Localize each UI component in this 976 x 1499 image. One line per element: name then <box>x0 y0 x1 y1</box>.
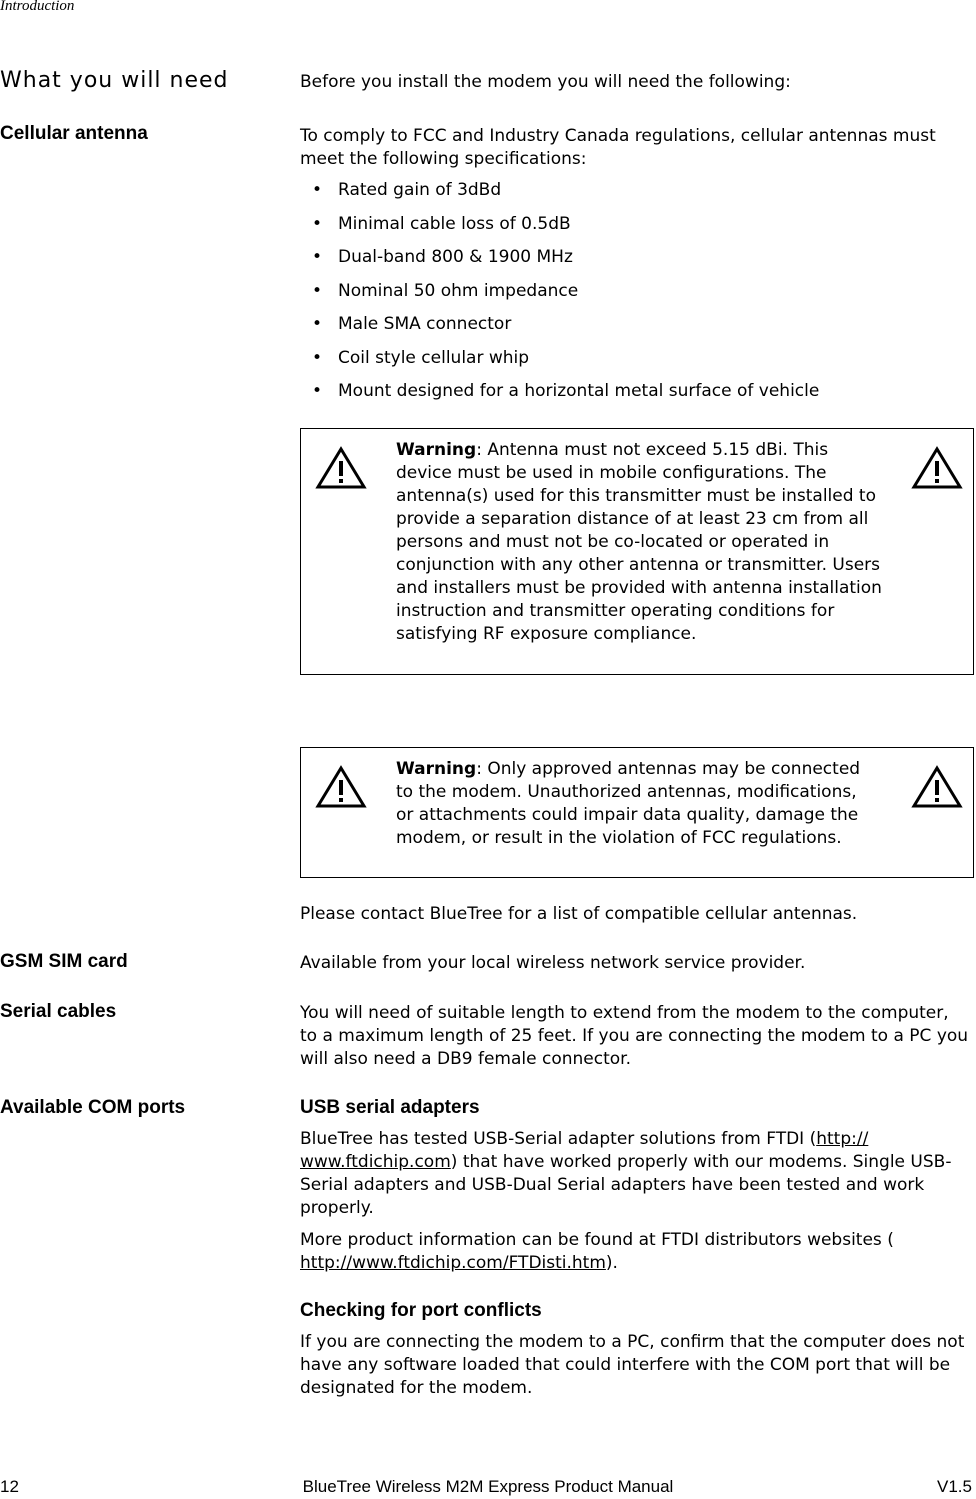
list-item: • Coil style cellular whip <box>312 347 530 368</box>
usb-adapters-text: BlueTree has tested USB-Serial adapter solutions from FTDI (http:// www.ftdichip.com) that have worked properly with our modems. Single USB-Serial adapters and USB-Dual Serial adapters have been tested and work properly. <box>300 1129 952 1218</box>
bullet-icon: • <box>312 247 323 267</box>
usb-adapters-heading: USB serial adapters <box>300 1097 480 1118</box>
warning-text: Warning: Antenna must not exceed 5.15 dBi. This device must be used in mobile configurations. The antenna(s) used for this transmitter must be installed to provide a separation distance of at least 23 cm from all persons and must not be co-located or operated in conjunction with any other antenna or transmitter. Users and installers must be provided with antenna installation instruction and transmitter operating conditions for satisfying RF exposure compliance. <box>396 440 882 644</box>
available-com-ports-label: Available COM ports <box>0 1097 186 1118</box>
warning-box-emission <box>300 428 974 675</box>
list-item: • Dual-band 800 & 1900 MHz <box>312 247 573 267</box>
warning-triangle-icon <box>911 446 963 490</box>
port-conflicts-text: If you are connecting the modem to a PC, confirm that the computer does not have any software loaded that could interfere with the COM port that will be designated for the modem. <box>300 1332 965 1398</box>
running-head: Introduction <box>0 0 75 14</box>
footer-title: BlueTree Wireless M2M Express Product Manual <box>302 1477 674 1496</box>
page-number: 12 <box>0 1477 19 1496</box>
warning-label: Warning <box>396 759 477 779</box>
warning-label: Warning <box>396 440 477 460</box>
sim-text: Available from your local wireless network service provider. <box>300 953 806 973</box>
list-item: • Mount designed for a horizontal metal surface of vehicle <box>312 381 820 401</box>
serial-cables-label: Serial cables <box>0 1001 117 1022</box>
warning-text: Warning: Only approved antennas may be connected to the modem. Unauthorized antennas, modifications, or attachments could impair data quality, damage the modem, or result in the violation of FCC regulations. <box>396 759 861 848</box>
list-item: • Minimal cable loss of 0.5dB <box>312 213 571 234</box>
bullet-icon: • <box>312 381 323 401</box>
list-item: • Male SMA connector <box>312 314 512 334</box>
warning-box-approved-antennas <box>300 747 974 878</box>
port-conflicts-heading: Checking for port conflicts <box>300 1300 542 1321</box>
bullet-icon: • <box>312 347 323 368</box>
bullet-icon: • <box>312 213 323 234</box>
bullet-icon: • <box>312 280 323 301</box>
gsm-sim-card-label: GSM SIM card <box>0 951 128 972</box>
antenna-contact-text: Please contact BlueTree for a list of compatible cellular antennas. <box>300 904 858 924</box>
serial-text: You will need of suitable length to extend from the modem to the computer, to a maximum length of 25 feet. If you are connecting the modem to a PC you will also need a DB9 female connector. <box>300 1003 969 1069</box>
bullet-icon: • <box>312 314 323 334</box>
bullet-icon: • <box>312 180 323 200</box>
warning-triangle-icon <box>911 765 963 809</box>
list-item: • Rated gain of 3dBd <box>312 180 502 200</box>
footer-version: V1.5 <box>937 1477 972 1496</box>
antenna-intro-text: To comply to FCC and Industry Canada regulations, cellular antennas must meet the following specifications: <box>300 126 936 169</box>
list-item: • Nominal 50 ohm impedance <box>312 280 579 301</box>
warning-triangle-icon <box>315 446 367 490</box>
cellular-antenna-label: Cellular antenna <box>0 123 148 144</box>
warning-triangle-icon <box>315 765 367 809</box>
ftdi-distributors-link[interactable]: http://www.ftdichip.com/FTDisti.htm <box>300 1253 606 1273</box>
ftdi-distributors-text: More product information can be found at FTDI distributors websites ( http://www.ftdichip.com/FTDisti.htm). <box>300 1230 894 1273</box>
section-title: What you will need <box>0 68 229 93</box>
ftdi-link[interactable]: http:// www.ftdichip.com <box>300 1129 869 1172</box>
antenna-spec-list <box>300 179 970 414</box>
intro-text: Before you install the modem you will need the following: <box>300 72 791 92</box>
